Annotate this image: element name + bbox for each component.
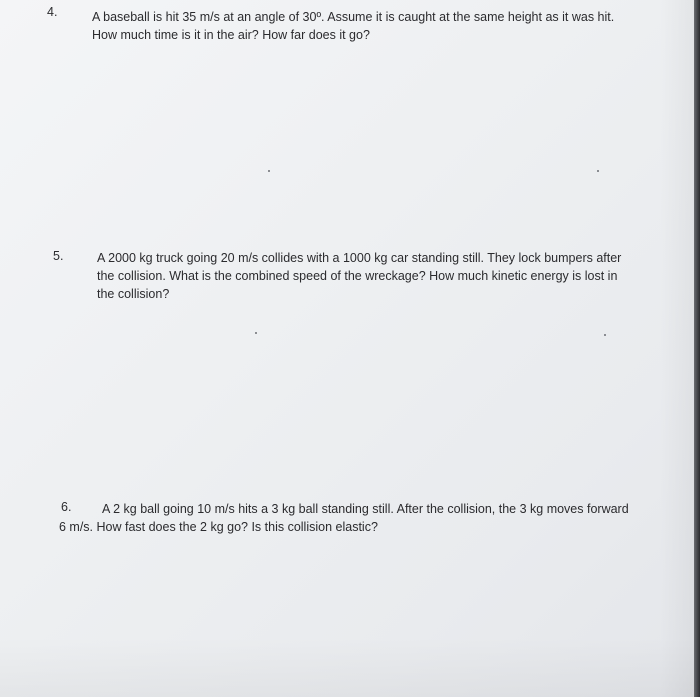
paper-speck — [268, 170, 270, 172]
question-number: 5. — [53, 249, 64, 263]
question-line: How much time is it in the air? How far does it go? — [92, 28, 370, 42]
question-text — [97, 249, 621, 303]
question-line: the collision. What is the combined speed of the wreckage? How much kinetic energy is lost in — [97, 269, 618, 283]
question-line: A baseball is hit 35 m/s at an angle of 30º. Assume it is caught at the same height as it was hit. — [92, 10, 615, 24]
question-line: A 2000 kg truck going 20 m/s collides with a 1000 kg car standing still. They lock bumpers after — [97, 251, 622, 265]
question-line: A 2 kg ball going 10 m/s hits a 3 kg ball standing still. After the collision, the 3 kg moves forward — [102, 502, 629, 516]
question-text — [92, 8, 614, 44]
question-line: the collision? — [97, 287, 170, 301]
page-shadow-bottom — [0, 637, 700, 697]
question-number: 4. — [47, 5, 58, 19]
paper-speck — [255, 332, 257, 334]
paper-speck — [604, 334, 606, 336]
paper-speck — [597, 170, 599, 172]
question-text — [102, 500, 629, 518]
photo-dark-edge — [694, 0, 700, 697]
question-number: 6. — [61, 500, 72, 514]
question-text-continued — [59, 518, 378, 536]
question-line: 6 m/s. How fast does the 2 kg go? Is this collision elastic? — [59, 520, 378, 534]
